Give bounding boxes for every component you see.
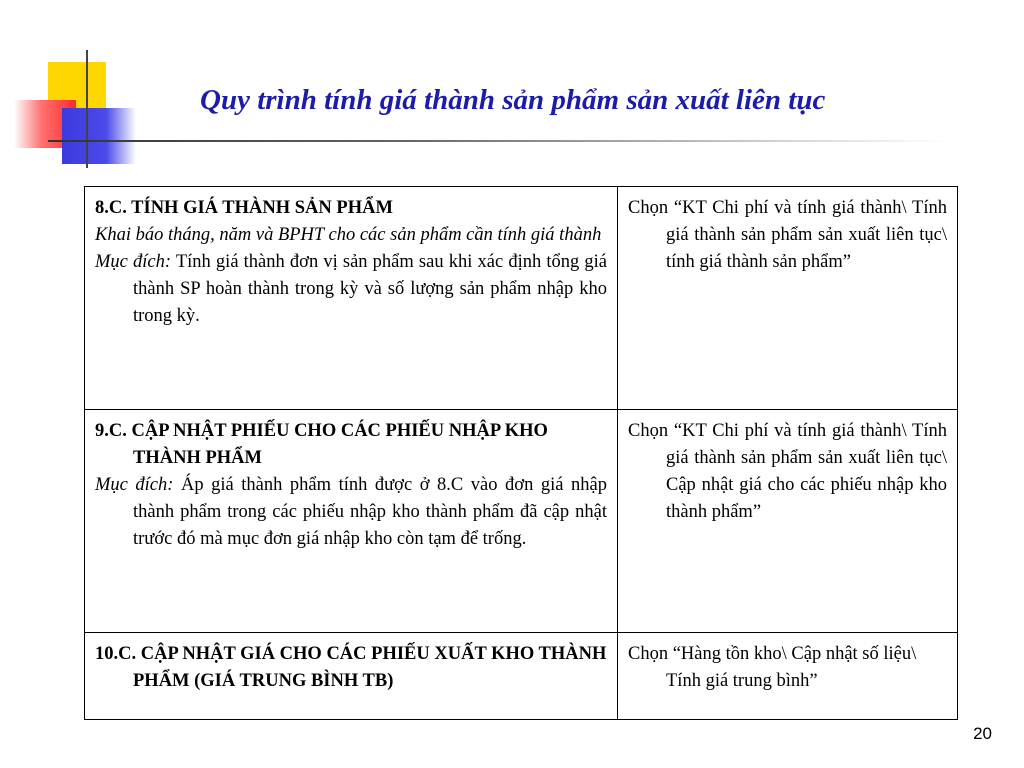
step-heading: 9.C. CẬP NHẬT PHIẾU CHO CÁC PHIẾU NHẬP KHO THÀNH PHẨM bbox=[95, 421, 548, 468]
page-number: 20 bbox=[973, 724, 992, 743]
step-purpose bbox=[95, 249, 607, 330]
purpose-text: Áp giá thành phẩm tính được ở 8.C vào đơn giá nhập thành phẩm trong các phiếu nhập kho thành phẩm đã cập nhật trước đó mà mục đơn giá nhập kho còn tạm để trống. bbox=[133, 475, 607, 549]
step-purpose bbox=[95, 472, 607, 553]
step-action-cell bbox=[618, 410, 958, 633]
title-underline bbox=[48, 140, 948, 142]
step-action-cell bbox=[618, 633, 958, 720]
step-action: Chọn “Hàng tồn kho\ Cập nhật số liệu\ Tính giá trung bình” bbox=[628, 644, 917, 691]
step-action-cell bbox=[618, 187, 958, 410]
purpose-label: Mục đích: bbox=[95, 252, 172, 272]
step-note: Khai báo tháng, năm và BPHT cho các sản phẩm cần tính giá thành bbox=[95, 225, 602, 245]
table-row bbox=[85, 187, 958, 410]
slide-title: Quy trình tính giá thành sản phẩm sản xuất liên tục bbox=[200, 84, 826, 116]
step-action: Chọn “KT Chi phí và tính giá thành\ Tính giá thành sản phẩm sản xuất liên tục\ tính giá thành sản phẩm” bbox=[628, 198, 947, 272]
purpose-label: Mục đích: bbox=[95, 475, 174, 495]
step-heading: 10.C. CẬP NHẬT GIÁ CHO CÁC PHIẾU XUẤT KHO THÀNH PHẨM (GIÁ TRUNG BÌNH TB) bbox=[95, 644, 607, 691]
procedure-table bbox=[84, 186, 958, 720]
table-row bbox=[85, 410, 958, 633]
decorative-blue-square bbox=[62, 108, 136, 164]
step-heading: 8.C. TÍNH GIÁ THÀNH SẢN PHẨM bbox=[95, 198, 393, 218]
step-description-cell bbox=[85, 187, 618, 410]
step-description-cell bbox=[85, 410, 618, 633]
step-description-cell bbox=[85, 633, 618, 720]
decorative-vertical-line bbox=[86, 50, 88, 168]
purpose-text: Tính giá thành đơn vị sản phẩm sau khi xác định tổng giá thành SP hoàn thành trong kỳ và số lượng sản phẩm nhập kho trong kỳ. bbox=[133, 252, 607, 326]
table-row bbox=[85, 633, 958, 720]
step-action: Chọn “KT Chi phí và tính giá thành\ Tính giá thành sản phẩm sản xuất liên tục\ Cập nhật giá cho các phiếu nhập kho thành phẩm” bbox=[628, 421, 947, 522]
